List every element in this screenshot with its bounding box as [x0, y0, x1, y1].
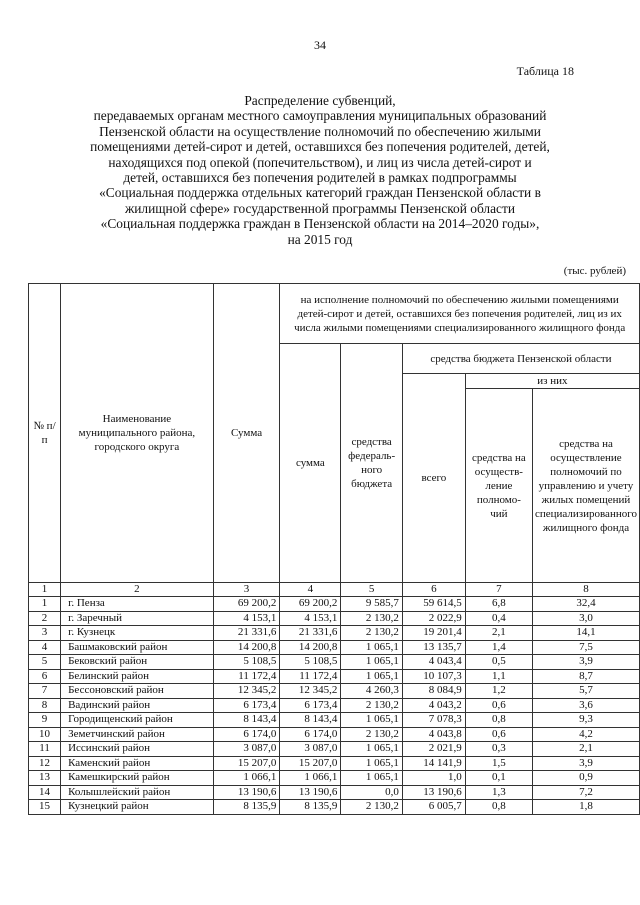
header-of-which: из них [465, 374, 639, 389]
column-number: 1 [29, 583, 61, 597]
header-powers: средства на осуществ-ление полномо-чий [465, 389, 532, 583]
cell-group-sum: 4 153,1 [280, 611, 341, 626]
table-row [29, 611, 640, 626]
table-row [29, 597, 640, 612]
cell-name: Кузнецкий район [61, 800, 214, 815]
cell-powers: 1,3 [465, 785, 532, 800]
cell-num: 5 [29, 655, 61, 670]
cell-federal: 1 065,1 [341, 669, 403, 684]
column-number: 4 [280, 583, 341, 597]
cell-management: 4,2 [532, 727, 639, 742]
column-number: 6 [402, 583, 465, 597]
cell-num: 8 [29, 698, 61, 713]
cell-group-sum: 21 331,6 [280, 626, 341, 641]
cell-powers: 0,5 [465, 655, 532, 670]
page-number: 34 [314, 38, 326, 52]
table-row [29, 756, 640, 771]
cell-sum: 5 108,5 [213, 655, 280, 670]
cell-management: 3,9 [532, 655, 639, 670]
cell-group-sum: 15 207,0 [280, 756, 341, 771]
title-line: жилищной сфере» государственной программы Пензенской области [124, 200, 516, 216]
table-row [29, 640, 640, 655]
cell-group-sum: 14 200,8 [280, 640, 341, 655]
cell-regional-total: 7 078,3 [402, 713, 465, 728]
table-row [29, 727, 640, 742]
header-group: на исполнение полномочий по обеспечению жилыми помещениями детей-сирот и детей, оставшихся без попечения родителей, лиц из их числа жилыми помещениями специализированного жилищного фонда [280, 284, 640, 344]
cell-management: 3,6 [532, 698, 639, 713]
title-line: Распределение субвенций, [244, 93, 396, 108]
cell-management: 3,0 [532, 611, 639, 626]
cell-group-sum: 12 345,2 [280, 684, 341, 699]
cell-group-sum: 11 172,4 [280, 669, 341, 684]
cell-sum: 15 207,0 [213, 756, 280, 771]
cell-management: 3,9 [532, 756, 639, 771]
cell-group-sum: 13 190,6 [280, 785, 341, 800]
cell-federal: 1 065,1 [341, 771, 403, 786]
cell-powers: 0,6 [465, 698, 532, 713]
cell-sum: 4 153,1 [213, 611, 280, 626]
cell-regional-total: 4 043,2 [402, 698, 465, 713]
table-row [29, 785, 640, 800]
cell-management: 0,9 [532, 771, 639, 786]
cell-federal: 2 130,2 [341, 611, 403, 626]
cell-regional-total: 6 005,7 [402, 800, 465, 815]
cell-powers: 1,5 [465, 756, 532, 771]
cell-num: 11 [29, 742, 61, 757]
cell-sum: 21 331,6 [213, 626, 280, 641]
table-row [29, 684, 640, 699]
cell-group-sum: 8 143,4 [280, 713, 341, 728]
cell-num: 14 [29, 785, 61, 800]
cell-federal: 1 065,1 [341, 640, 403, 655]
cell-sum: 14 200,8 [213, 640, 280, 655]
header-sum: Сумма [213, 284, 280, 583]
title-line: помещениями детей-сирот и детей, оставшихся без попечения родителей, детей, [90, 139, 550, 155]
cell-sum: 12 345,2 [213, 684, 280, 699]
table-row [29, 669, 640, 684]
cell-num: 1 [29, 597, 61, 612]
cell-sum: 13 190,6 [213, 785, 280, 800]
cell-powers: 0,6 [465, 727, 532, 742]
cell-sum: 6 173,4 [213, 698, 280, 713]
cell-name: Бековский район [61, 655, 214, 670]
header-regional-total: всего [402, 374, 465, 583]
cell-name: г. Кузнецк [61, 626, 214, 641]
title-line: детей, оставшихся без попечения родителей в рамках подпрограммы [123, 170, 517, 186]
cell-num: 12 [29, 756, 61, 771]
cell-regional-total: 4 043,8 [402, 727, 465, 742]
document-title [40, 93, 600, 247]
header-name: Наименование муниципального района, городского округа [61, 284, 214, 583]
table-row [29, 800, 640, 815]
column-number: 3 [213, 583, 280, 597]
cell-regional-total: 10 107,3 [402, 669, 465, 684]
cell-name: Бессоновский район [61, 684, 214, 699]
table-row [29, 698, 640, 713]
cell-name: Белинский район [61, 669, 214, 684]
cell-powers: 0,1 [465, 771, 532, 786]
cell-sum: 11 172,4 [213, 669, 280, 684]
column-number: 8 [532, 583, 639, 597]
cell-num: 15 [29, 800, 61, 815]
cell-powers: 0,8 [465, 713, 532, 728]
cell-sum: 3 087,0 [213, 742, 280, 757]
cell-management: 14,1 [532, 626, 639, 641]
table-body [29, 597, 640, 815]
cell-sum: 8 135,9 [213, 800, 280, 815]
cell-name: Иссинский район [61, 742, 214, 757]
table-row [29, 655, 640, 670]
header-federal: средства федераль-ного бюджета [341, 344, 403, 583]
cell-federal: 0,0 [341, 785, 403, 800]
title-line: «Социальная поддержка граждан в Пензенской области на 2014–2020 годы», [100, 216, 540, 232]
cell-federal: 2 130,2 [341, 727, 403, 742]
units-label: (тыс. рублей) [563, 265, 626, 277]
cell-management: 5,7 [532, 684, 639, 699]
cell-name: Городищенский район [61, 713, 214, 728]
table-row [29, 742, 640, 757]
cell-group-sum: 1 066,1 [280, 771, 341, 786]
cell-management: 8,7 [532, 669, 639, 684]
title-line: Пензенской области на осуществление полномочий по обеспечению жилыми [99, 123, 541, 139]
cell-regional-total: 8 084,9 [402, 684, 465, 699]
header-regional-group: средства бюджета Пензенской области [402, 344, 639, 374]
cell-group-sum: 69 200,2 [280, 597, 341, 612]
cell-federal: 1 065,1 [341, 742, 403, 757]
cell-group-sum: 6 173,4 [280, 698, 341, 713]
cell-powers: 0,3 [465, 742, 532, 757]
title-line: «Социальная поддержка отдельных категорий граждан Пензенской области в [99, 185, 541, 201]
table-row [29, 626, 640, 641]
cell-num: 4 [29, 640, 61, 655]
cell-federal: 1 065,1 [341, 655, 403, 670]
header-management: средства на осуществление полномочий по управлению и учету жилых помещений специализированного жилищного фонда [532, 389, 639, 583]
title-line: находящихся под опекой (попечительством), и лиц из числа детей-сирот и [108, 154, 532, 170]
cell-group-sum: 3 087,0 [280, 742, 341, 757]
cell-federal: 4 260,3 [341, 684, 403, 699]
cell-sum: 8 143,4 [213, 713, 280, 728]
cell-regional-total: 4 043,4 [402, 655, 465, 670]
cell-management: 1,8 [532, 800, 639, 815]
cell-group-sum: 6 174,0 [280, 727, 341, 742]
header-group-sum: сумма [280, 344, 341, 583]
title-line: на 2015 год [287, 231, 353, 247]
title-line: передаваемых органам местного самоуправления муниципальных образований [93, 108, 547, 124]
cell-regional-total: 13 135,7 [402, 640, 465, 655]
cell-management: 7,2 [532, 785, 639, 800]
cell-powers: 0,8 [465, 800, 532, 815]
cell-group-sum: 8 135,9 [280, 800, 341, 815]
cell-federal: 1 065,1 [341, 713, 403, 728]
cell-name: Башмаковский район [61, 640, 214, 655]
cell-federal: 2 130,2 [341, 626, 403, 641]
cell-name: г. Пенза [61, 597, 214, 612]
cell-management: 9,3 [532, 713, 639, 728]
cell-group-sum: 5 108,5 [280, 655, 341, 670]
cell-num: 2 [29, 611, 61, 626]
cell-regional-total: 1,0 [402, 771, 465, 786]
subvention-table [28, 283, 640, 815]
cell-num: 13 [29, 771, 61, 786]
column-numbers-row [29, 583, 640, 597]
column-number: 2 [61, 583, 214, 597]
cell-num: 6 [29, 669, 61, 684]
cell-sum: 1 066,1 [213, 771, 280, 786]
cell-powers: 0,4 [465, 611, 532, 626]
cell-num: 7 [29, 684, 61, 699]
cell-management: 32,4 [532, 597, 639, 612]
header-num: № п/п [29, 284, 61, 583]
cell-num: 9 [29, 713, 61, 728]
cell-federal: 2 130,2 [341, 800, 403, 815]
cell-num: 10 [29, 727, 61, 742]
cell-name: Колышлейский район [61, 785, 214, 800]
cell-federal: 9 585,7 [341, 597, 403, 612]
cell-powers: 6,8 [465, 597, 532, 612]
column-number: 5 [341, 583, 403, 597]
cell-name: Камешкирский район [61, 771, 214, 786]
table-label: Таблица 18 [516, 64, 574, 78]
cell-name: Каменский район [61, 756, 214, 771]
column-number: 7 [465, 583, 532, 597]
cell-sum: 69 200,2 [213, 597, 280, 612]
cell-powers: 2,1 [465, 626, 532, 641]
table-row [29, 713, 640, 728]
cell-regional-total: 13 190,6 [402, 785, 465, 800]
cell-regional-total: 19 201,4 [402, 626, 465, 641]
cell-regional-total: 59 614,5 [402, 597, 465, 612]
cell-name: г. Заречный [61, 611, 214, 626]
cell-regional-total: 2 022,9 [402, 611, 465, 626]
cell-management: 2,1 [532, 742, 639, 757]
table-row [29, 771, 640, 786]
cell-regional-total: 2 021,9 [402, 742, 465, 757]
cell-name: Вадинский район [61, 698, 214, 713]
cell-num: 3 [29, 626, 61, 641]
cell-name: Земетчинский район [61, 727, 214, 742]
cell-regional-total: 14 141,9 [402, 756, 465, 771]
cell-sum: 6 174,0 [213, 727, 280, 742]
cell-federal: 1 065,1 [341, 756, 403, 771]
cell-powers: 1,2 [465, 684, 532, 699]
cell-powers: 1,1 [465, 669, 532, 684]
cell-federal: 2 130,2 [341, 698, 403, 713]
cell-management: 7,5 [532, 640, 639, 655]
cell-powers: 1,4 [465, 640, 532, 655]
